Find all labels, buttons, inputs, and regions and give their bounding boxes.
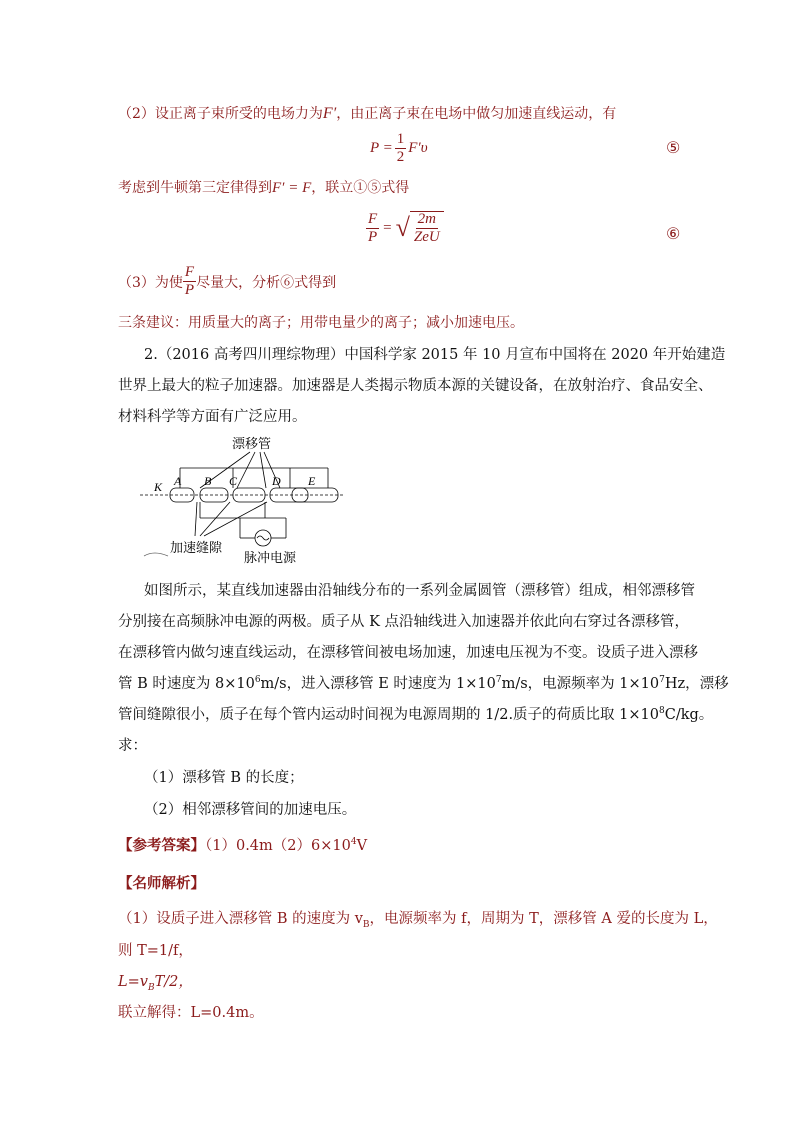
exponent: 7 [495, 675, 502, 686]
text: C/kg。 [664, 707, 714, 723]
label-pulse-source: 脉冲电源 [244, 550, 297, 565]
eq6-den: P [368, 228, 378, 245]
equation-6-tag: ⑥ [666, 224, 681, 243]
text: V [356, 838, 368, 854]
solution-line-3 [118, 265, 336, 298]
exponent: 7 [659, 675, 665, 686]
analysis-line-3 [118, 970, 193, 993]
solution-line-force [118, 103, 616, 123]
text: 考虑到牛顿第三定律得到 [118, 180, 272, 196]
label-c: C [229, 474, 238, 488]
subscript: B [362, 919, 370, 930]
analysis-line-4: 联立解得：L=0.4m。 [118, 1005, 264, 1021]
text: T/2， [154, 974, 193, 990]
solution-line-newton [118, 177, 409, 197]
text: ，由正离子束在电场中做匀加速直线运动，有 [336, 106, 617, 122]
problem-intro-3: 材料科学等方面有广泛应用。 [118, 409, 307, 425]
text: m/s，电源频率为 1×10 [501, 676, 660, 692]
eq6-rnum: 2m [417, 211, 437, 227]
problem-intro-1: 2.（2016 高考四川理综物理）中国科学家 2015 年 10 月宣布中国将在 2020 年开始建造 [144, 347, 726, 363]
text: L=v [118, 974, 148, 990]
text: （3）为使 [118, 274, 183, 291]
exponent: 6 [254, 675, 261, 686]
text: 管间缝隙很小，质子在每个管内运动时间视为电源周期的 1/2.质子的荷质比取 1×10 [118, 707, 659, 723]
equation-5 [370, 132, 428, 165]
eq6-num: F [368, 210, 378, 227]
label-b: B [204, 474, 212, 488]
analysis-line-2: 则 T=1/f， [118, 943, 193, 959]
label-k: K [154, 480, 163, 494]
analysis-line-1 [118, 907, 718, 930]
linear-accelerator-diagram [140, 428, 350, 576]
label-e: E [308, 474, 316, 488]
problem-body-5 [118, 703, 713, 724]
text: ，联立①⑤式得 [311, 180, 410, 196]
equation-6 [366, 211, 444, 245]
sqrt-sign: √ [395, 213, 410, 242]
label-drift-tube: 漂移管 [232, 436, 272, 451]
answer-label: 【参考答案】 [118, 837, 205, 854]
label-accel-gap: 加速缝隙 [170, 540, 223, 555]
text: （2）设正离子束所受的电场力为 [118, 106, 323, 122]
eq6-equals: = [383, 219, 392, 236]
problem-body-4 [118, 672, 729, 693]
text: （1）设质子进入漂移管 B 的速度为 v [118, 911, 363, 927]
text: Hz，漂移 [664, 676, 729, 692]
label-d: D [272, 474, 281, 488]
text: 管 B 时速度为 8×10 [118, 676, 255, 692]
symbol-f-prime: F′ [322, 105, 337, 122]
drift-tube-b [200, 488, 228, 502]
suggestions-line: 三条建议：用质量大的离子；用带电量少的离子；减小加速电压。 [118, 315, 524, 331]
analysis-label: 【名师解析】 [118, 875, 205, 892]
symbol-f-eq: F′ = F [272, 180, 312, 196]
exponent: 8 [659, 706, 665, 717]
problem-body-1: 如图所示，某直线加速器由沿轴线分布的一系列金属圆管（漂移管）组成，相邻漂移管 [144, 583, 695, 599]
equation-5-tag: ⑤ [666, 138, 681, 157]
eq5-rhs: F′υ [408, 140, 428, 156]
eq5-num: 1 [396, 131, 405, 147]
text: m/s，进入漂移管 E 时速度为 1×10 [260, 676, 496, 692]
eq5-lhs: P = [370, 140, 393, 156]
text: ，电源频率为 f，周期为 T，漂移管 A 爱的长度为 L， [369, 911, 718, 927]
problem-body-3: 在漂移管内做匀速直线运动，在漂移管间被电场加速，加速电压视为不变。设质子进入漂移 [118, 645, 698, 661]
subscript: B [147, 982, 155, 993]
text: 尽量大，分析⑥式得到 [196, 274, 337, 291]
subquestion-1: （1）漂移管 B 的长度； [144, 770, 304, 786]
eq5-den: 2 [396, 149, 405, 165]
problem-intro-2: 世界上最大的粒子加速器。加速器是人类揭示物质本源的关键设备，在放射治疗、食品安全、 [118, 378, 713, 394]
problem-body-2: 分别接在高频脉冲电源的两极。质子从 K 点沿轴线进入加速器并依此向右穿过各漂移管， [118, 614, 690, 630]
reference-answer [118, 834, 367, 855]
subquestion-2: （2）相邻漂移管间的加速电压。 [144, 802, 357, 818]
frac-num: F [184, 264, 195, 280]
problem-ask: 求： [118, 738, 147, 754]
frac-den: P [184, 282, 195, 298]
exponent: 4 [350, 837, 357, 848]
eq6-rden: ZeU [413, 229, 440, 245]
label-a: A [174, 474, 182, 488]
text: （1）0.4m（2）6×10 [205, 838, 351, 854]
